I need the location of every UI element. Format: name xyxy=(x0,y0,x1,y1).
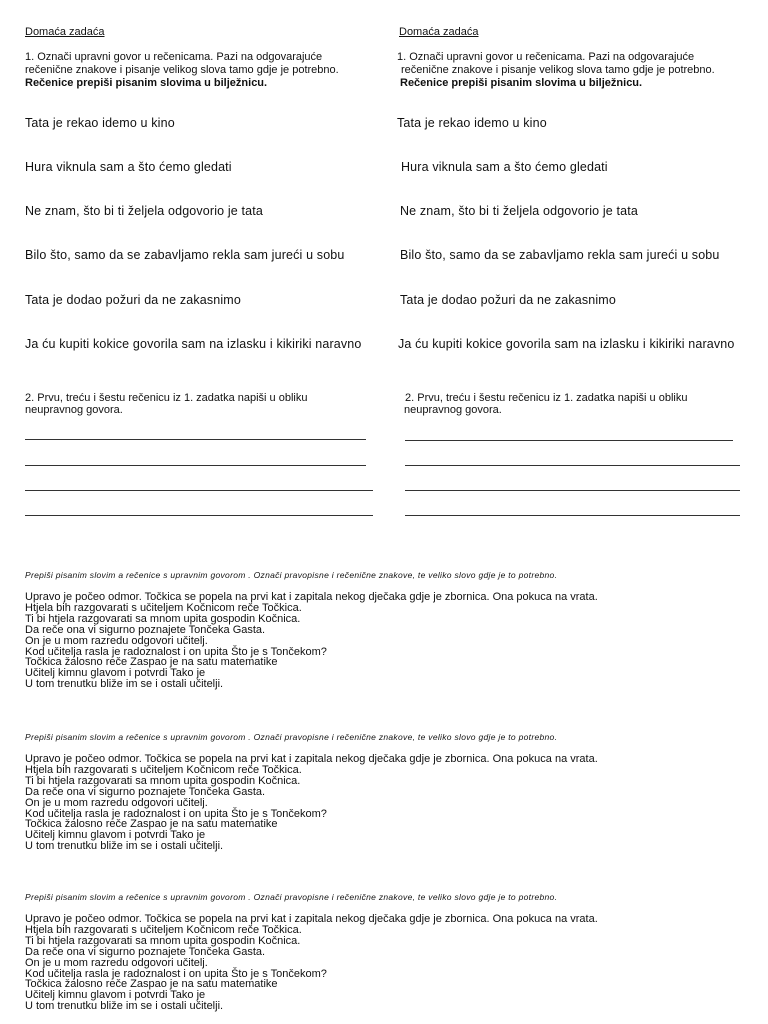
sentence-4: Bilo što, samo da se zabavljamo rekla sam jureći u sobu xyxy=(400,248,720,262)
worksheet-title: Domaća zadaća xyxy=(25,26,105,38)
task2-line: 2. Prvu, treću i šestu rečenicu iz 1. zadatka napiši u obliku xyxy=(25,392,308,404)
answer-line xyxy=(25,465,366,466)
task1-bold-line: Rečenice prepiši pisanim slovima u bilježnicu. xyxy=(25,77,268,89)
worksheet-title: Domaća zadaća xyxy=(399,26,479,38)
task1-line: 1. Označi upravni govor u rečenicama. Pazi na odgovarajuće xyxy=(397,51,695,63)
answer-line xyxy=(25,439,366,440)
answer-line xyxy=(405,440,733,441)
exercise-line: Upravo je počeo odmor. Točkica se popela na prvi kat i zapitala nekog dječaka gdje je zbornica. Ona pokuca na vrata. xyxy=(25,913,598,925)
exercise-line: Učitelj kimnu glavom i potvrdi Tako je xyxy=(25,989,206,1002)
exercise-line: Ti bi htjela razgovarati sa mnom upita gospodin Kočnica. xyxy=(25,934,301,947)
exercise-line: Točkica žalosno reče Zaspao je na satu matematike xyxy=(25,656,278,669)
exercise-line: Upravo je počeo odmor. Točkica se popela na prvi kat i zapitala nekog dječaka gdje je zbornica. Ona pokuca na vrata. xyxy=(25,753,598,765)
exercise-line: Htjela bih razgovarati s učiteljem Kočnicom reče Točkica. xyxy=(25,923,302,936)
sentence-4: Bilo što, samo da se zabavljamo rekla sam jureći u sobu xyxy=(25,248,345,262)
answer-line xyxy=(405,515,740,516)
task2-instructions xyxy=(405,392,687,416)
exercise-line: U tom trenutku bliže im se i ostali učitelji. xyxy=(25,840,224,853)
sentence-1: Tata je rekao idemo u kino xyxy=(25,116,175,130)
answer-line xyxy=(25,515,373,516)
exercise-lines xyxy=(25,914,745,1012)
task2-line: 2. Prvu, treću i šestu rečenicu iz 1. zadatka napiši u obliku xyxy=(405,392,688,404)
exercise-line: On je u mom razredu odgovori učitelj. xyxy=(25,956,208,969)
sentence-2: Hura viknula sam a što ćemo gledati xyxy=(401,160,608,174)
exercise-title: Prepiši pisanim slovim a rečenice s upravnim govorom . Označi pravopisne i rečenične znakove, te veliko slovo gdje je to potrebno. xyxy=(25,732,558,742)
exercise-block-3 xyxy=(25,892,745,1012)
sentence-5: Tata je dodao požuri da ne zakasnimo xyxy=(25,293,241,307)
exercise-line: Ti bi htjela razgovarati sa mnom upita gospodin Kočnica. xyxy=(25,774,301,787)
exercise-line: Kod učitelja rasla je radoznalost i on upita Što je s Tončekom? xyxy=(25,967,327,980)
exercise-title: Prepiši pisanim slovim a rečenice s upravnim govorom . Označi pravopisne i rečenične znakove, te veliko slovo gdje je to potrebno. xyxy=(25,892,558,902)
exercise-line: Da reče ona vi sigurno poznajete Tončeka Gasta. xyxy=(25,785,266,798)
exercise-line: U tom trenutku bliže im se i ostali učitelji. xyxy=(25,1000,224,1013)
exercise-title: Prepiši pisanim slovim a rečenice s upravnim govorom . Označi pravopisne i rečenične znakove, te veliko slovo gdje je to potrebno. xyxy=(25,570,558,580)
exercise-lines xyxy=(25,754,745,852)
sentence-1: Tata je rekao idemo u kino xyxy=(397,116,547,130)
exercise-line: U tom trenutku bliže im se i ostali učitelji. xyxy=(25,678,224,691)
sentence-3: Ne znam, što bi ti željela odgovorio je tata xyxy=(400,204,638,218)
task1-line: 1. Označi upravni govor u rečenicama. Pazi na odgovarajuće xyxy=(25,51,323,63)
task1-line: rečenične znakove i pisanje velikog slova tamo gdje je potrebno. xyxy=(25,64,339,76)
sentence-6: Ja ću kupiti kokice govorila sam na izlasku i kikiriki naravno xyxy=(25,337,362,351)
sentence-2: Hura viknula sam a što ćemo gledati xyxy=(25,160,232,174)
exercise-line: Htjela bih razgovarati s učiteljem Kočnicom reče Točkica. xyxy=(25,601,302,614)
exercise-line: Da reče ona vi sigurno poznajete Tončeka Gasta. xyxy=(25,623,266,636)
exercise-line: Kod učitelja rasla je radoznalost i on upita Što je s Tončekom? xyxy=(25,807,327,820)
exercise-line: Učitelj kimnu glavom i potvrdi Tako je xyxy=(25,667,206,680)
exercise-line: Točkica žalosno reče Zaspao je na satu matematike xyxy=(25,818,278,831)
sentence-5: Tata je dodao požuri da ne zakasnimo xyxy=(400,293,616,307)
task1-instructions xyxy=(397,51,715,90)
task1-bold-line: Rečenice prepiši pisanim slovima u bilježnicu. xyxy=(400,77,643,89)
exercise-line: Upravo je počeo odmor. Točkica se popela na prvi kat i zapitala nekog dječaka gdje je zbornica. Ona pokuca na vrata. xyxy=(25,591,598,603)
sentence-3: Ne znam, što bi ti željela odgovorio je tata xyxy=(25,204,263,218)
exercise-block-2 xyxy=(25,732,745,852)
exercise-line: Da reče ona vi sigurno poznajete Tončeka Gasta. xyxy=(25,945,266,958)
exercise-line: Točkica žalosno reče Zaspao je na satu matematike xyxy=(25,978,278,991)
exercise-line: Učitelj kimnu glavom i potvrdi Tako je xyxy=(25,829,206,842)
task2-instructions xyxy=(25,392,307,416)
answer-line xyxy=(405,490,740,491)
sentence-6: Ja ću kupiti kokice govorila sam na izlasku i kikiriki naravno xyxy=(398,337,735,351)
exercise-line: On je u mom razredu odgovori učitelj. xyxy=(25,796,208,809)
task1-line: rečenične znakove i pisanje velikog slova tamo gdje je potrebno. xyxy=(401,64,715,76)
task2-line: neupravnog govora. xyxy=(25,404,123,416)
task2-line: neupravnog govora. xyxy=(404,404,502,416)
exercise-line: Kod učitelja rasla je radoznalost i on upita Što je s Tončekom? xyxy=(25,645,327,658)
exercise-lines xyxy=(25,592,745,690)
exercise-line: Ti bi htjela razgovarati sa mnom upita gospodin Kočnica. xyxy=(25,612,301,625)
answer-line xyxy=(405,465,740,466)
exercise-line: On je u mom razredu odgovori učitelj. xyxy=(25,634,208,647)
answer-line xyxy=(25,490,373,491)
task1-instructions xyxy=(25,51,339,90)
exercise-block-1 xyxy=(25,570,745,690)
exercise-line: Htjela bih razgovarati s učiteljem Kočnicom reče Točkica. xyxy=(25,763,302,776)
